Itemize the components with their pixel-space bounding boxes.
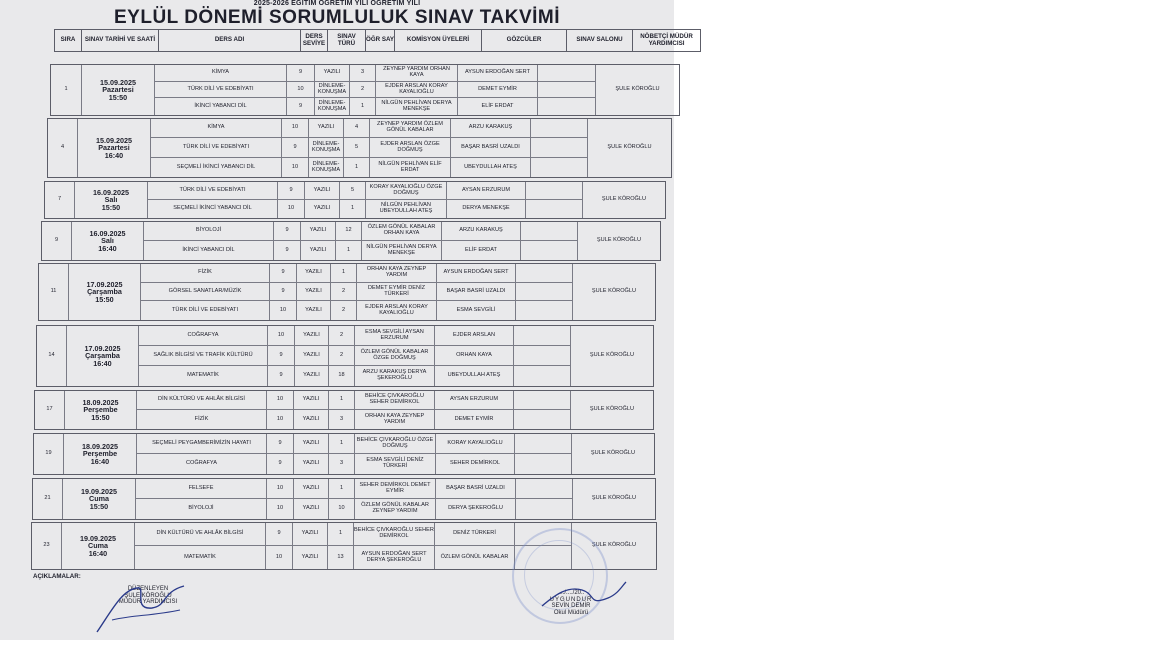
exam-room <box>520 222 577 241</box>
principal-role: Okul Müdürü <box>553 609 589 616</box>
duty-assistant-principal: ŞULE KÖROĞLU <box>570 391 653 429</box>
exam-type: YAZILI <box>300 222 335 241</box>
duty-assistant-principal: ŞULE KÖROĞLU <box>570 326 653 386</box>
course-name: FİZİK <box>136 410 266 429</box>
committee-members: NİLGÜN PEHLİVAN UBEYDULLAH ATEŞ <box>365 200 446 218</box>
exam-block <box>34 390 654 430</box>
exam-day: Pazartesi <box>102 85 134 95</box>
exam-time: 15:50 <box>108 92 128 102</box>
course-name: İKİNCİ YABANCI DİL <box>143 241 273 260</box>
student-count: 1 <box>343 158 369 177</box>
exam-type: YAZILI <box>293 410 328 429</box>
exam-day: Perşembe <box>83 405 118 415</box>
exam-type: YAZILI <box>296 264 330 283</box>
exam-block <box>44 181 666 219</box>
exam-room <box>515 479 572 499</box>
exam-time: 15:50 <box>95 294 114 304</box>
student-count: 2 <box>328 346 354 366</box>
header-cell: DERS ADI <box>158 29 300 52</box>
exam-room <box>530 158 587 177</box>
student-count: 1 <box>349 98 375 115</box>
exam-date-time <box>61 523 134 569</box>
exam-room <box>537 98 595 115</box>
exam-type: DİNLEME-KONUŞMA <box>314 98 349 115</box>
course-name: COĞRAFYA <box>138 326 267 346</box>
course-level: 9 <box>266 434 293 454</box>
committee-members: AYSUN ERDOĞAN SERT DERYA ŞEKEROĞLU <box>353 546 434 569</box>
course-level: 9 <box>266 454 293 474</box>
duty-assistant-principal: ŞULE KÖROĞLU <box>582 182 665 218</box>
proctor: DEMET EYMİR <box>434 410 513 429</box>
course-level: 9 <box>273 241 300 260</box>
student-count: 10 <box>328 499 354 519</box>
committee-members: ESMA SEVGİLİ DENİZ TÜRKERİ <box>354 454 435 474</box>
proctor: ESMA SEVGİLİ <box>436 301 515 320</box>
proctor: SEHER DEMİRKOL <box>435 454 514 474</box>
document-title: EYLÜL DÖNEMİ SORUMLULUK SINAV TAKVİMİ <box>114 7 560 28</box>
header-cell: SINAV SALONU <box>566 29 632 52</box>
committee-members: ORHAN KAYA ZEYNEP YARDIM <box>354 410 434 429</box>
exam-room <box>513 326 570 346</box>
course-name: MATEMATİK <box>134 546 265 569</box>
row-number: 9 <box>54 237 59 244</box>
course-name: SEÇMELİ İKİNCİ YABANCI DİL <box>147 200 277 218</box>
exam-time: 16:40 <box>93 358 112 368</box>
exam-type: YAZILI <box>304 200 339 218</box>
exam-date-time <box>63 434 136 474</box>
row-number: 17 <box>46 406 53 413</box>
committee-members: ZEYNEP YARDIM ORHAN KAYA <box>375 65 457 82</box>
exam-date: 18.09.2025 <box>82 441 118 451</box>
course-name: COĞRAFYA <box>136 454 266 474</box>
row-number: 11 <box>50 288 57 295</box>
student-count: 13 <box>327 546 353 569</box>
header-cell: ÖĞR SAY <box>365 29 394 52</box>
exam-time: 15:50 <box>91 412 110 422</box>
course-name: TÜRK DİLİ VE EDEBİYATI <box>154 82 286 98</box>
course-name: BİYOLOJİ <box>135 499 266 519</box>
exam-block <box>33 433 655 475</box>
duty-assistant-principal: ŞULE KÖROĞLU <box>595 65 679 115</box>
course-level: 10 <box>277 200 304 218</box>
proctor: ORHAN KAYA <box>434 346 513 366</box>
exam-day: Pazartesi <box>98 143 130 153</box>
proctor: DERYA MENEKŞE <box>446 200 525 218</box>
course-level: 9 <box>286 65 314 82</box>
exam-day: Salı <box>101 236 114 246</box>
exam-type: YAZILI <box>296 301 330 320</box>
exam-block <box>36 325 654 387</box>
course-name: MATEMATİK <box>138 366 267 386</box>
proctor: ELİF ERDAT <box>457 98 537 115</box>
committee-members: BEHİCE ÇIVKAROĞLU ÖZGE DOĞMUŞ <box>354 434 435 454</box>
proctor: DEMET EYMİR <box>457 82 537 98</box>
exam-date: 19.09.2025 <box>81 486 117 496</box>
exam-room <box>520 241 577 260</box>
proctor: AYSUN ERDOĞAN SERT <box>436 264 515 283</box>
committee-members: EJDER ARSLAN KORAY KAYALIOĞLU <box>356 301 436 320</box>
exam-room <box>514 454 571 474</box>
student-count: 2 <box>328 326 354 346</box>
course-name: TÜRK DİLİ VE EDEBİYATI <box>150 138 281 158</box>
exam-type: YAZILI <box>294 326 328 346</box>
course-level: 9 <box>269 264 296 283</box>
proctor: EJDER ARSLAN <box>434 326 513 346</box>
proctor: KORAY KAYALIOĞLU <box>435 434 514 454</box>
course-level: 10 <box>266 499 293 519</box>
committee-members: ÖZLEM GÖNÜL KABALAR ÖZGE DOĞMUŞ <box>354 346 434 366</box>
exam-time: 16:40 <box>98 243 117 253</box>
course-level: 9 <box>281 138 308 158</box>
proctor: AYSAN ERZURUM <box>434 391 513 410</box>
student-count: 2 <box>349 82 375 98</box>
exam-room <box>513 410 570 429</box>
header-cell: SINAV TARİHİ VE SAATİ <box>81 29 158 52</box>
exam-type: YAZILI <box>293 454 328 474</box>
exam-day: Çarşamba <box>85 351 120 361</box>
course-name: SAĞLIK BİLGİSİ VE TRAFİK KÜLTÜRÜ <box>138 346 267 366</box>
exam-room <box>530 138 587 158</box>
exam-day: Cuma <box>88 541 108 551</box>
student-count: 1 <box>330 264 356 283</box>
exam-type: YAZILI <box>293 499 328 519</box>
row-number: 23 <box>43 542 50 549</box>
committee-members: KORAY KAYALIOĞLU ÖZGE DOĞMUŞ <box>365 182 446 200</box>
approval-word: UYGUNDUR <box>549 596 593 603</box>
committee-members: NİLGÜN PEHLİVAN DERYA MENEKŞE <box>375 98 457 115</box>
exam-room <box>514 434 571 454</box>
header-cell: DERS SEVİYE <box>300 29 327 52</box>
course-level: 9 <box>286 98 314 115</box>
student-count: 3 <box>349 65 375 82</box>
exam-day: Perşembe <box>82 449 118 459</box>
exam-time: 15:50 <box>101 202 121 212</box>
exam-type: YAZILI <box>293 391 328 410</box>
course-name: SEÇMELİ İKİNCİ YABANCI DİL <box>150 158 281 177</box>
exam-date: 19.09.2025 <box>80 533 116 543</box>
course-level: 9 <box>265 523 292 546</box>
header-cell: KOMİSYON ÜYELERİ <box>394 29 481 52</box>
exam-time: 16:40 <box>88 548 108 558</box>
exam-room <box>530 119 587 138</box>
approval-date: ..../..../20.. <box>557 590 585 596</box>
exam-room <box>513 391 570 410</box>
exam-room <box>513 366 570 386</box>
committee-members: DEMET EYMİR DENİZ TÜRKERİ <box>356 283 436 301</box>
student-count: 4 <box>343 119 369 138</box>
proctor: AYSUN ERDOĞAN SERT <box>457 65 537 82</box>
proctor: ARZU KARAKUŞ <box>450 119 530 138</box>
row-number: 7 <box>57 196 62 203</box>
duty-assistant-principal: ŞULE KÖROĞLU <box>587 119 671 177</box>
exam-date: 18.09.2025 <box>82 397 119 407</box>
exam-block <box>50 64 680 116</box>
exam-date: 15.09.2025 <box>96 135 132 145</box>
preparer-role: MÜDÜR YARDIMCISI <box>118 599 178 606</box>
exam-date-time <box>64 391 136 429</box>
course-name: KİMYA <box>154 65 286 82</box>
committee-members: NİLGÜN PEHLİVAN ELİF ERDAT <box>369 158 450 177</box>
exam-date: 16.09.2025 <box>93 187 129 197</box>
committee-members: ESMA SEVGİLİ AYSAN ERZURUM <box>354 326 434 346</box>
course-name: GÖRSEL SANATLAR/MÜZİK <box>140 283 269 301</box>
course-level: 10 <box>269 301 296 320</box>
course-level: 9 <box>277 182 304 200</box>
row-number: 21 <box>44 495 51 502</box>
proctor: DENİZ TÜRKERİ <box>434 523 514 546</box>
committee-members: ORHAN KAYA ZEYNEP YARDIM <box>356 264 436 283</box>
proctor: DERYA ŞEKEROĞLU <box>435 499 515 519</box>
exam-date-time <box>71 222 143 260</box>
header-cell: SINAV TÜRÜ <box>327 29 365 52</box>
proctor: ÖZLEM GÖNÜL KABALAR <box>434 546 514 569</box>
course-level: 10 <box>281 119 308 138</box>
exam-day: Cuma <box>89 494 109 504</box>
proctor: UBEYDULLAH ATEŞ <box>434 366 513 386</box>
course-name: BİYOLOJİ <box>143 222 273 241</box>
course-name: KİMYA <box>150 119 281 138</box>
student-count: 1 <box>335 241 361 260</box>
student-count: 1 <box>328 479 354 499</box>
header-cell: NÖBETÇİ MÜDÜR YARDIMCISI <box>632 29 701 52</box>
exam-day: Salı <box>104 195 118 205</box>
preparer-name: ŞULE KÖROĞLU <box>124 592 172 599</box>
proctor: BAŞAR BASRİ UZALDI <box>450 138 530 158</box>
exam-room <box>515 264 572 283</box>
exam-date-time <box>66 326 138 386</box>
student-count: 1 <box>327 523 353 546</box>
exam-type: DİNLEME-KONUŞMA <box>314 82 349 98</box>
course-level: 9 <box>267 366 294 386</box>
row-number: 1 <box>64 86 68 93</box>
exam-type: YAZILI <box>314 65 349 82</box>
exam-type: YAZILI <box>292 523 327 546</box>
committee-members: ÖZLEM GÖNÜL KABALAR ZEYNEP YARDIM <box>354 499 435 519</box>
committee-members: BEHİCE ÇIVKAROĞLU SEHER DEMİRKOL <box>354 391 434 410</box>
exam-type: YAZILI <box>296 283 330 301</box>
course-level: 9 <box>269 283 296 301</box>
exam-type: YAZILI <box>292 546 327 569</box>
student-count: 2 <box>330 301 356 320</box>
preparer-caption: DÜZENLEYEN <box>127 586 169 592</box>
student-count: 1 <box>328 434 354 454</box>
proctor: ELİF ERDAT <box>441 241 520 260</box>
proctor: UBEYDULLAH ATEŞ <box>450 158 530 177</box>
student-count: 12 <box>335 222 361 241</box>
exam-type: YAZILI <box>294 366 328 386</box>
notes-label: AÇIKLAMALAR: <box>33 573 81 580</box>
course-name: TÜRK DİLİ VE EDEBİYATI <box>147 182 277 200</box>
header-cell: GÖZCÜLER <box>481 29 566 52</box>
exam-block <box>38 263 656 321</box>
principal-name: SEVİN DEMİR <box>551 603 591 610</box>
exam-date-time <box>81 65 154 115</box>
exam-date-time <box>62 479 135 519</box>
course-level: 9 <box>267 346 294 366</box>
exam-type: YAZILI <box>293 434 328 454</box>
course-name: FELSEFE <box>135 479 266 499</box>
exam-room <box>537 65 595 82</box>
exam-time: 16:40 <box>104 150 124 160</box>
header-cell: SIRA <box>54 29 81 52</box>
exam-room <box>515 499 572 519</box>
document-supertitle: 2025-2026 EĞİTİM ÖĞRETİM YILI ÖĞRETİM YILI <box>253 0 421 7</box>
duty-assistant-principal: ŞULE KÖROĞLU <box>572 479 655 519</box>
exam-type: YAZILI <box>304 182 339 200</box>
course-level: 9 <box>273 222 300 241</box>
exam-room <box>537 82 595 98</box>
course-level: 10 <box>266 410 293 429</box>
proctor: BAŞAR BASRİ UZALDI <box>436 283 515 301</box>
exam-date: 15.09.2025 <box>100 77 136 87</box>
exam-date: 16.09.2025 <box>89 228 126 238</box>
exam-block <box>32 478 656 520</box>
proctor: BAŞAR BASRİ UZALDI <box>435 479 515 499</box>
exam-type: YAZILI <box>294 346 328 366</box>
exam-date: 17.09.2025 <box>86 279 123 289</box>
exam-date-time <box>74 182 147 218</box>
approval-scribble-icon <box>538 576 628 616</box>
committee-members: ARZU KARAKUŞ DERYA ŞEKEROĞLU <box>354 366 434 386</box>
course-level: 10 <box>267 326 294 346</box>
student-count: 18 <box>328 366 354 386</box>
committee-members: ÖZLEM GÖNÜL KABALAR ORHAN KAYA <box>361 222 441 241</box>
course-level: 10 <box>265 546 292 569</box>
course-level: 10 <box>281 158 308 177</box>
duty-assistant-principal: ŞULE KÖROĞLU <box>571 523 656 569</box>
course-name: DİN KÜLTÜRÜ VE AHLÂK BİLGİSİ <box>136 391 266 410</box>
proctor: ARZU KARAKUŞ <box>441 222 520 241</box>
exam-time: 15:50 <box>89 501 109 511</box>
exam-date-time <box>68 264 140 320</box>
exam-room <box>525 200 582 218</box>
course-name: İKİNCİ YABANCI DİL <box>154 98 286 115</box>
student-count: 5 <box>343 138 369 158</box>
course-level: 10 <box>286 82 314 98</box>
duty-assistant-principal: ŞULE KÖROĞLU <box>571 434 654 474</box>
student-count: 5 <box>339 182 365 200</box>
committee-members: ZEYNEP YARDIM ÖZLEM GÖNÜL KABALAR <box>369 119 450 138</box>
course-level: 10 <box>266 479 293 499</box>
course-name: DİN KÜLTÜRÜ VE AHLÂK BİLGİSİ <box>134 523 265 546</box>
duty-assistant-principal: ŞULE KÖROĞLU <box>572 264 655 320</box>
exam-type: YAZILI <box>300 241 335 260</box>
row-number: 14 <box>48 352 55 359</box>
exam-block <box>47 118 672 178</box>
exam-time: 16:40 <box>90 456 110 466</box>
exam-type: YAZILI <box>308 119 343 138</box>
student-count: 3 <box>328 410 354 429</box>
committee-members: BEHİCE ÇIVKAROĞLU SEHER DEMİRKOL <box>353 523 434 546</box>
committee-members: EJDER ARSLAN KORAY KAYALIOĞLU <box>375 82 457 98</box>
exam-block <box>41 221 661 261</box>
signature-scribble-icon <box>92 580 192 636</box>
exam-room <box>513 346 570 366</box>
student-count: 1 <box>328 391 354 410</box>
exam-date-time <box>77 119 150 177</box>
exam-date: 17.09.2025 <box>84 343 121 353</box>
exam-room <box>525 182 582 200</box>
student-count: 1 <box>339 200 365 218</box>
exam-day: Çarşamba <box>87 287 122 297</box>
student-count: 3 <box>328 454 354 474</box>
committee-members: SEHER DEMİRKOL DEMET EYMİR <box>354 479 435 499</box>
course-level: 10 <box>266 391 293 410</box>
committee-members: NİLGÜN PEHLİVAN DERYA MENEKŞE <box>361 241 441 260</box>
exam-type: YAZILI <box>293 479 328 499</box>
exam-type: DİNLEME-KONUŞMA <box>308 158 343 177</box>
committee-members: EJDER ARSLAN ÖZGE DOĞMUŞ <box>369 138 450 158</box>
student-count: 2 <box>330 283 356 301</box>
course-name: TÜRK DİLİ VE EDEBİYATI <box>140 301 269 320</box>
duty-assistant-principal: ŞULE KÖROĞLU <box>577 222 660 260</box>
course-name: SEÇMELİ PEYGAMBERİMİZİN HAYATI <box>136 434 266 454</box>
row-number: 19 <box>45 450 52 457</box>
row-number: 4 <box>60 144 65 151</box>
proctor: AYSAN ERZURUM <box>446 182 525 200</box>
course-name: FİZİK <box>140 264 269 283</box>
exam-room <box>515 283 572 301</box>
exam-room <box>515 301 572 320</box>
exam-type: DİNLEME-KONUŞMA <box>308 138 343 158</box>
